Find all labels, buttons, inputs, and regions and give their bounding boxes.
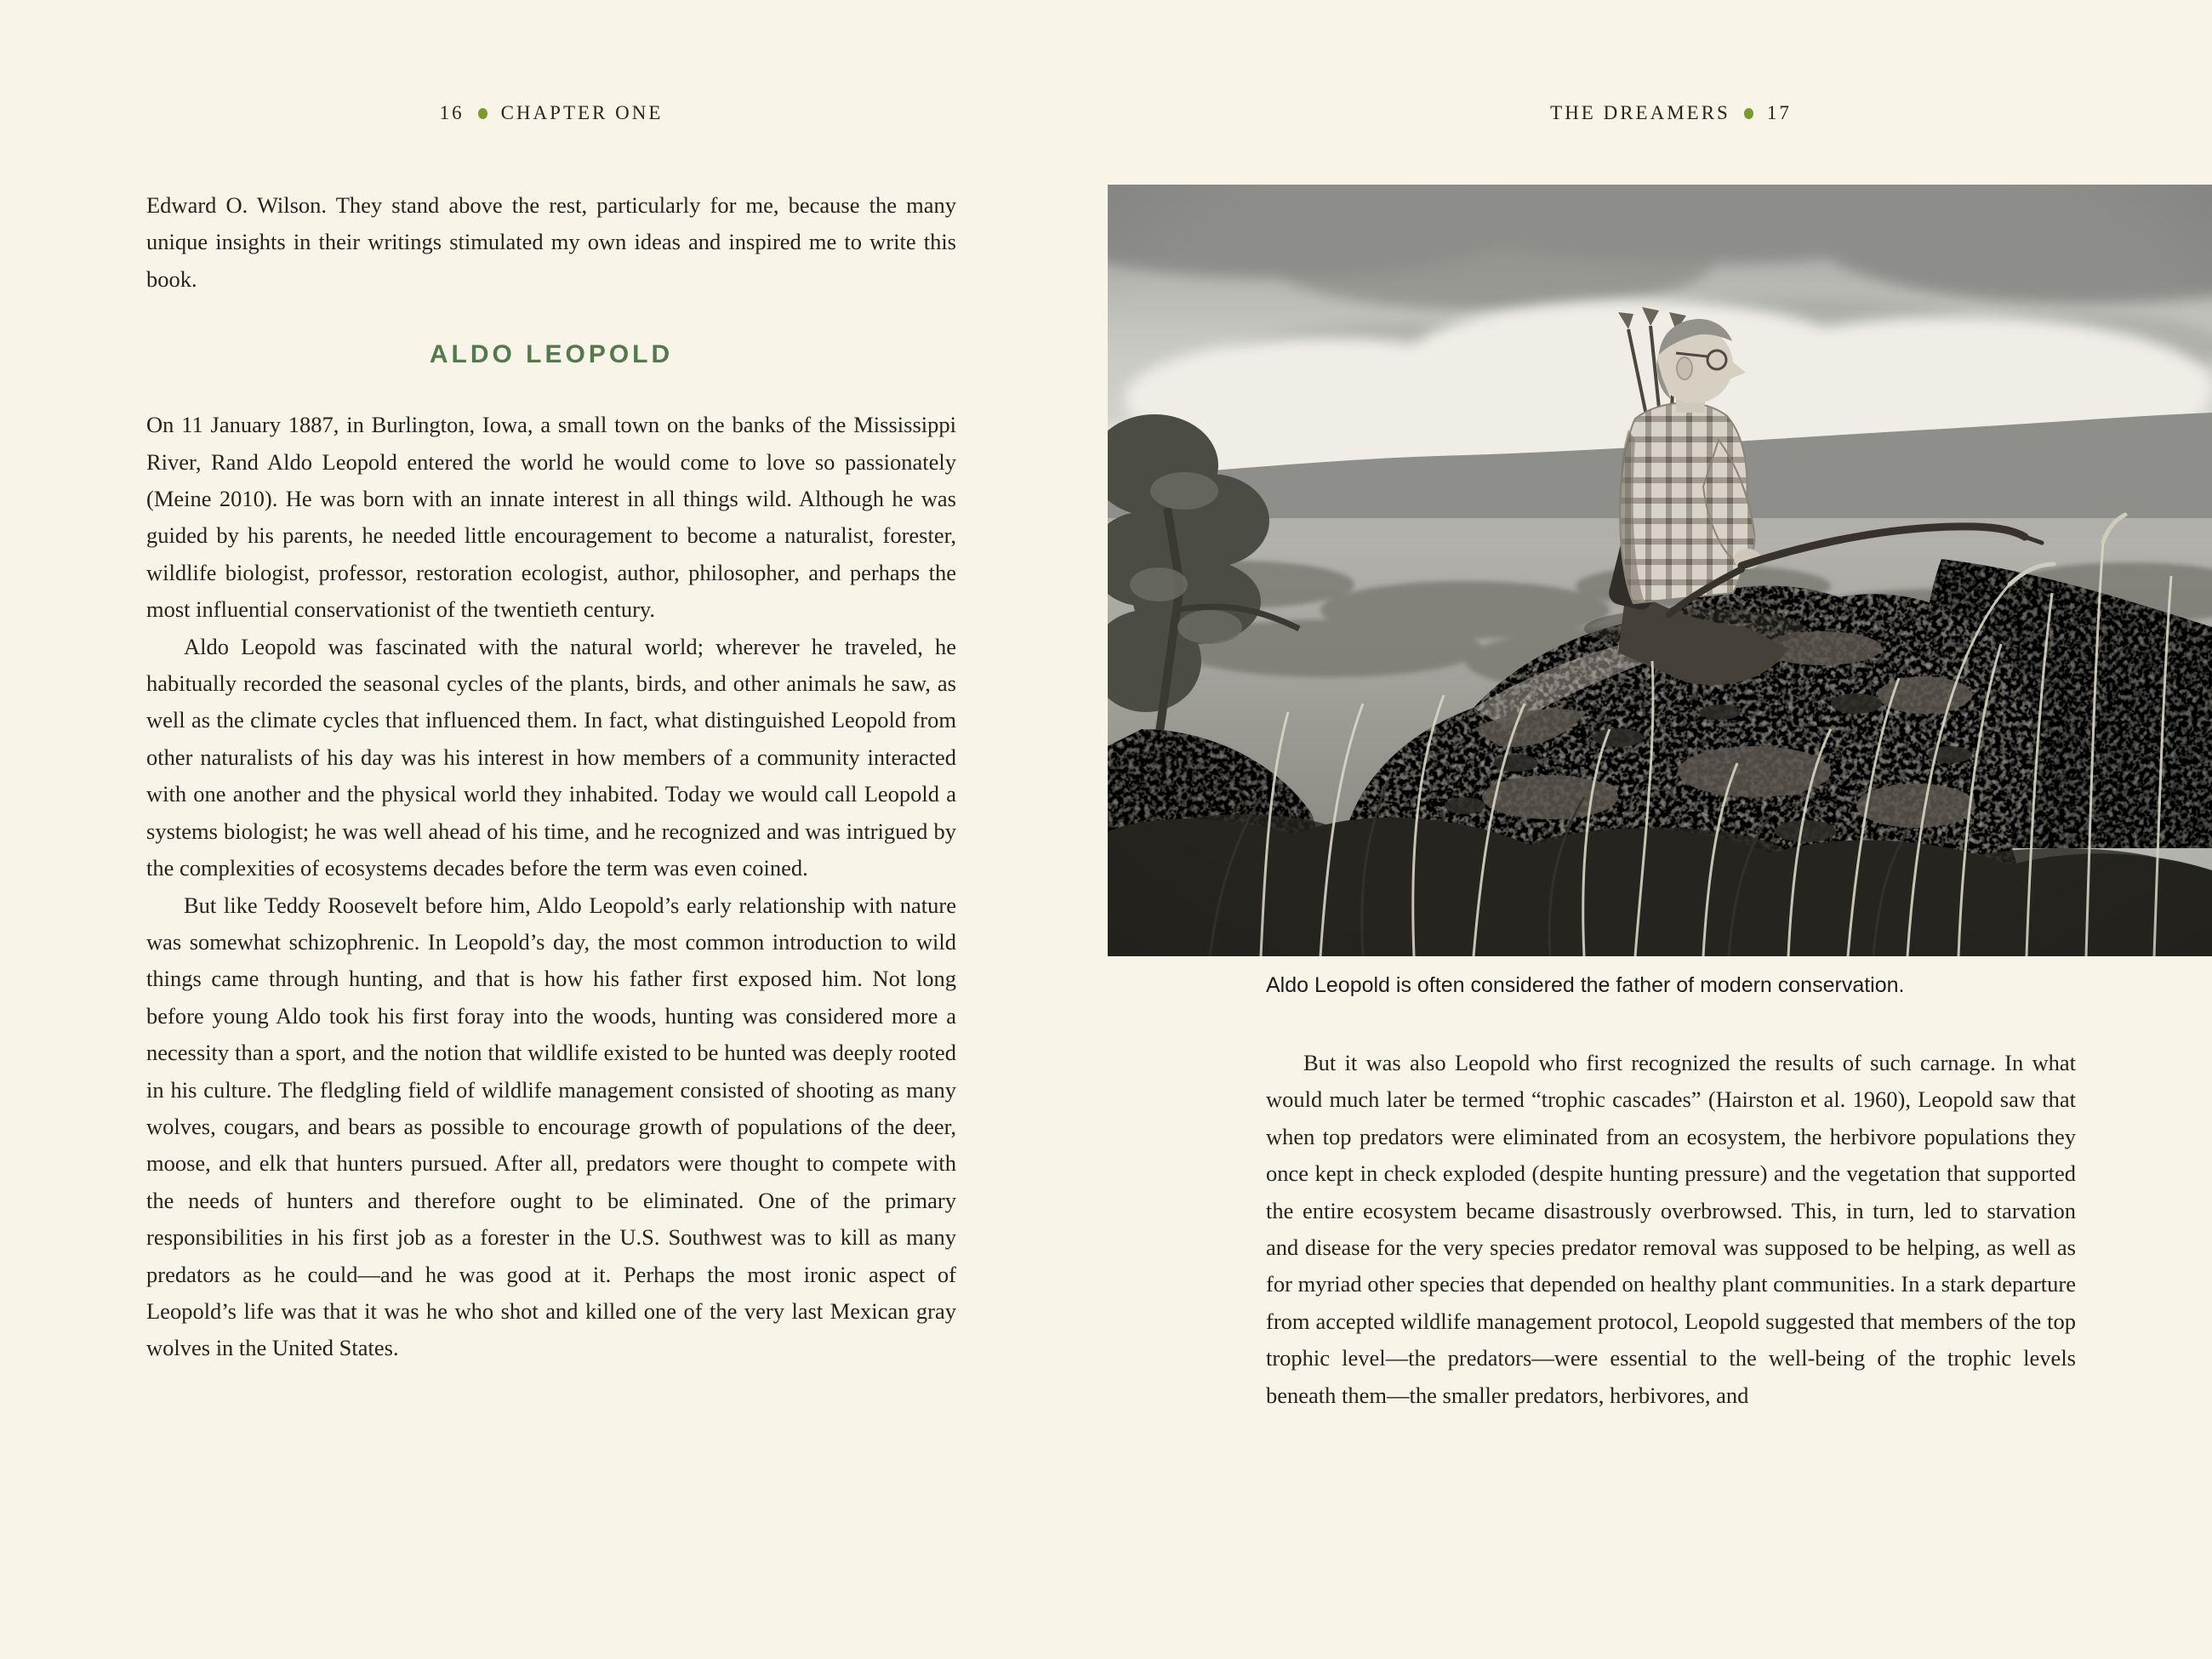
right-text-column — [1266, 1045, 2076, 1414]
left-page-number: 16 — [439, 102, 465, 123]
right-page-number: 17 — [1766, 102, 1792, 123]
right-running-head — [1266, 100, 2076, 126]
intro-paragraph: Edward O. Wilson. They stand above the rest, particularly for me, because the many unique insights in their writings stimulated my own ideas and inspired me to write this book. — [146, 192, 956, 292]
body-paragraph: On 11 January 1887, in Burlington, Iowa, a small town on the banks of the Mississippi River, Rand Aldo Leopold entered the world he would come to love so passionately (Meine 2010). He was born with an innate interest in all things wild. Although he was guided by his parents, he needed little encouragement to become a naturalist, forester, wildlife biologist, professor, restoration ecologist, author, philosopher, and perhaps the most influential conservationist of the twentieth century. — [146, 412, 956, 623]
leopold-photo-illustration — [1108, 185, 2212, 956]
body-paragraph: But it was also Leopold who first recognized the results of such carnage. In what would much later be termed “trophic cascades” (Hairston et al. 1960), Leopold saw that when top predators were eliminated from an ecosystem, the herbivore populations they once kept in check exploded (despite hunting pressure) and the vegetation that supported the entire ecosystem became disastrously overbrowsed. This, in turn, led to starvation and disease for the very species predator removal was supposed to be helping, as well as for myriad other species that depended on healthy plant communities. In a stark departure from accepted wildlife management protocol, Leopold suggested that members of the top trophic level—the predators—were essential to the well-being of the trophic levels beneath them—the smaller predators, herbivores, and — [1266, 1050, 2076, 1408]
left-running-head — [146, 100, 956, 126]
section-heading: ALDO LEOPOLD — [429, 340, 674, 369]
bullet-dot-icon — [478, 108, 487, 119]
bullet-dot-icon — [1744, 108, 1753, 119]
body-paragraph: But like Teddy Roosevelt before him, Aldo Leopold’s early relationship with nature was somewhat schizophrenic. In Leopold’s day, the most common introduction to wild things came through hunting, and that is how his father first exposed him. Not long before young Aldo took his first foray into the woods, hunting was considered more a necessity than a sport, and the notion that wildlife existed to be hunted was deeply rooted in his culture. The fledgling field of wildlife management consisted of shooting as many wolves, cougars, and bears as possible to encourage growth of populations of the deer, moose, and elk that hunters pursued. After all, predators were thought to compete with the needs of hunters and therefore ought to be eliminated. One of the primary responsibilities in his first job as a forester in the U.S. Southwest was to kill as many predators as he could—and he was good at it. Perhaps the most ironic aspect of Leopold’s life was that it was he who shot and killed one of the very last Mexican gray wolves in the United States. — [146, 892, 956, 1361]
left-text-column — [146, 187, 956, 1367]
photo-caption: Aldo Leopold is often considered the father of modern conservation. — [1266, 973, 1905, 997]
book-section-title: THE DREAMERS — [1550, 102, 1730, 123]
chapter-title: CHAPTER ONE — [500, 102, 664, 123]
leopold-photograph — [1108, 185, 2212, 956]
body-paragraph: Aldo Leopold was fascinated with the natural world; wherever he traveled, he habitually recorded the seasonal cycles of the plants, birds, and other animals he saw, as well as the climate cycles that influenced them. In fact, what distinguished Leopold from other naturalists of his day was his interest in how members of a community interacted with one another and the physical world they inhabited. Today we would call Leopold a systems biologist; he was well ahead of his time, and he recognized and was intrigued by the complexities of ecosystems decades before the term was even coined. — [146, 633, 956, 881]
